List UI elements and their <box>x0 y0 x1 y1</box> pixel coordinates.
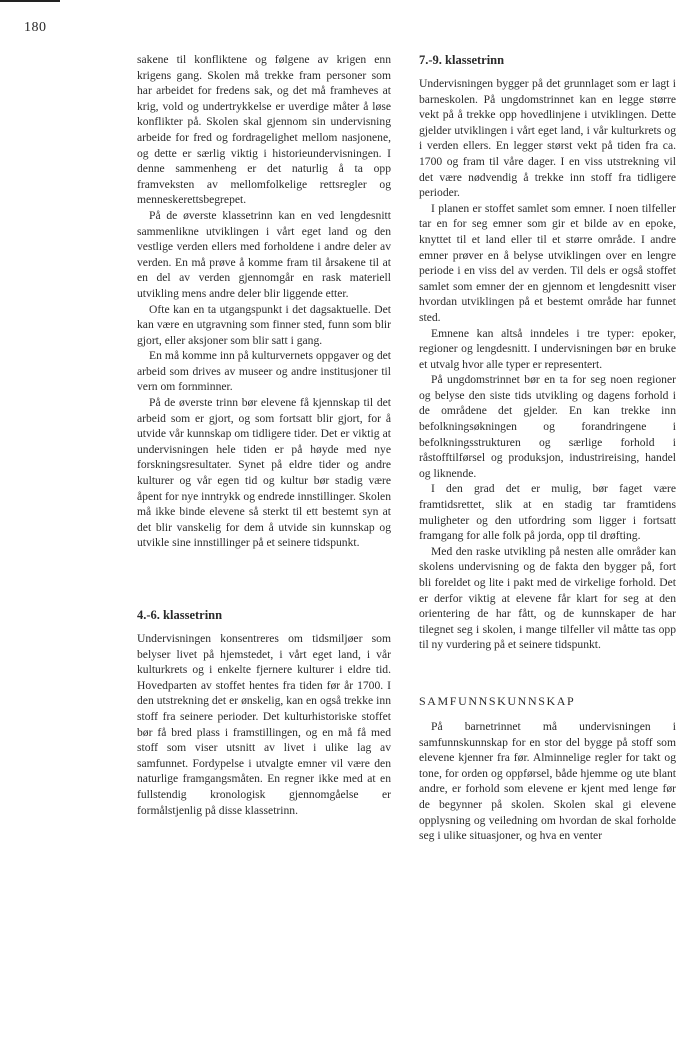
paragraph: En må komme inn på kulturvernets oppgaver og det arbeid som drives av museer og andre institusjoner til vern om fornminner. <box>137 349 391 394</box>
paragraph: På barnetrinnet må undervisningen i samfunnskunnskap for en stor del bygge på stoff som elevene kjenner fra før. Alminnelige regler for takt og tone, for orden og oppførsel, både hjemme og ute blant andre, er forhold som elevene er kjent med lenge før de begynner på skolen. Skolen skal gi elevene opplysning og veiledning om hvordan de skal forholde seg i ulike situasjoner, og hva en venter <box>419 719 676 843</box>
paragraph: På de øverste trinn bør elevene få kjennskap til det arbeid som er gjort, og som fortsatt blir gjort, for å utvide vår kunnskap om tidligere tider. Det er viktig at undervisningen hele tiden er på høyde med nye forskningsresultater. Synet på eldre tider og andre kulturer og vår egen tid og kultur bør stadig være åpent for nye inntrykk og endrede innstillinger. Skolen må ikke binde elevene så sterkt til ett bestemt syn at det blir vanskelig for dem å utvide sin kunnskap og utvikle sine innstillinger på et seinere tidspunkt. <box>137 396 391 550</box>
left-column <box>137 52 391 818</box>
paragraph: Undervisningen konsentreres om tidsmiljøer som belyser livet på hjemstedet, i vårt eget land, i vår kulturkrets og i enkelte fjernere kulturer i eldre tid. Hovedparten av stoffet hentes fra tiden før år 1700. I den utstrekning det er ønskelig, kan en også trekke inn stoff fra seinere perioder. Det kulturhistoriske stoffet bør få bred plass i framstillingen, og en må få med stoff som viser utsnitt av livet i ulike lag av samfunnet. Fordypelse i utvalgte emner vil være den naturlige framgangsmåten. En regner ikke med at en fullstendig kronologisk gjennomgåelse er formålstjenlig på disse klassetrinn. <box>137 632 391 817</box>
paragraph: sakene til konfliktene og følgene av krigen enn krigens gang. Skolen må trekke fram personer som har arbeidet for fredens sak, og det må framheves at krig, vold og undertrykkelse er uverdige måter å løse konflikter på. Skolen skal gjennom sin undervisning arbeide for fred og fordragelighet mellom nasjonene, og dette er særlig viktig i historieundervisningen. I denne sammenheng er det naturlig å ta opp framveksten av mellomfolkelige rettsregler og menneskerettsbegrepet. <box>137 53 391 207</box>
paragraph: På ungdomstrinnet bør en ta for seg noen regioner og belyse den siste tids utvikling og dagens forhold i de områdene det gjelder. En kan trekke inn befolkningsøkningen og forandringene i befolkningsstrukturen og særlige forhold i råstofftilførsel og produksjon, industrireising, handel og liknende. <box>419 373 676 480</box>
section-heading-7-9: 7.-9. klassetrinn <box>419 53 505 67</box>
top-rule <box>0 0 60 2</box>
paragraph: Ofte kan en ta utgangspunkt i det dagsaktuelle. Det kan være en utgravning som finner sted, funn som blir gjort, eller aksjoner som blir satt i gang. <box>137 302 391 347</box>
paragraph: Undervisningen bygger på det grunnlaget som er lagt i barneskolen. På ungdomstrinnet kan en legge større vekt på å trekke opp hovedlinjene i utviklingen. Dette gjelder utviklingen i vårt eget land, i vår kulturkrets og i verden ellers. En legger størst vekt på tiden fra ca. 1700 og fram til våre dager. I en viss utstrekning vil det være nødvendig å trekke inn stoff fra tidligere perioder. <box>419 77 676 200</box>
section-heading-samfunnskunnskap: SAMFUNNSKUNNSKAP <box>419 693 576 708</box>
paragraph: I planen er stoffet samlet som emner. I noen tilfeller tar en for seg emner som gir et bilde av en epoke, knyttet til et land eller til et større område. I andre emner prøver en å belyse utviklingen over en lengre periode i en viss del av verden. Til dels er også stoffet samlet som emner der en gjennom et lengdesnitt viser hvordan utviklingen på et bestemt område har funnet sted. <box>419 201 676 324</box>
page-number: 180 <box>24 20 47 35</box>
paragraph: Med den raske utvikling på nesten alle områder kan skolens undervisning og de fakta den bygger på, fort bli foreldet og lite i pakt med de virkelige forhold. Det er derfor viktig at elevene får klart for seg at den orientering de har fått, og de kunnskaper de har tilegnet seg i skolen, i mange tilfeller vil måtte tas opp til ny vurdering på et seinere tidspunkt. <box>419 544 676 652</box>
paragraph: I den grad det er mulig, bør faget være framtidsrettet, slik at en stadig tar framtidens muligheter og den utfordring som ligger i fortsatt framgang for alle folk på jorda, opp til drøfting. <box>419 482 676 543</box>
paragraph: Emnene kan altså inndeles i tre typer: epoker, regioner og lengdesnitt. I undervisningen bør en bruke et utvalg hvor alle typer er representert. <box>419 326 676 371</box>
right-column <box>419 52 676 844</box>
paragraph: På de øverste klassetrinn kan en ved lengdesnitt sammenlikne utviklingen i vårt eget land og den vestlige verden ellers med forholdene i andre deler av verden. En må prøve å komme fram til årsakene til at en del av verden gjennomgår en rask materiell utvikling mens andre deler blir liggende etter. <box>137 208 391 300</box>
section-heading-4-6: 4.-6. klassetrinn <box>137 608 223 622</box>
